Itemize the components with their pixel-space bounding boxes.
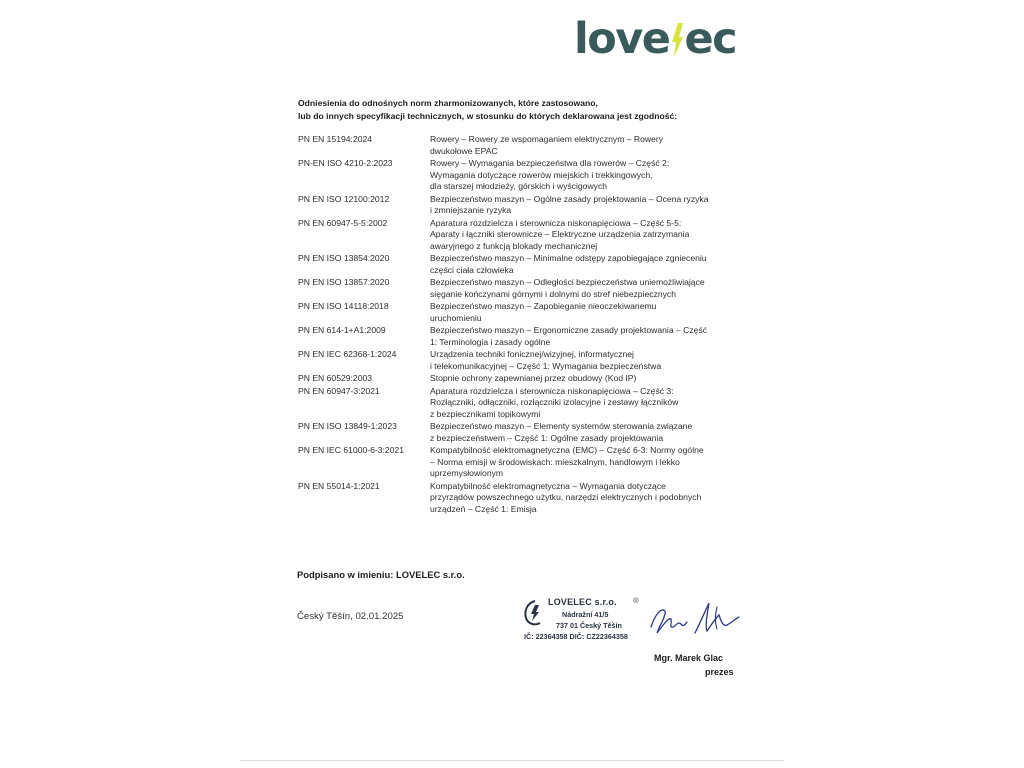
norm-description (430, 386, 748, 421)
norm-row (298, 481, 748, 516)
norm-description-line: Bezpieczeństwo maszyn – Minimalne odstępy zapobiegające zgnieceniu (430, 253, 707, 263)
logo-text-left: love (574, 14, 670, 64)
norm-description-line: Aparatura rozdzielcza i sterownicza niskonapięciowa – Część 5-5: (430, 217, 682, 228)
norms-table (298, 134, 748, 516)
intro-heading (298, 97, 758, 122)
norm-description-line: uruchomieniu (430, 312, 482, 323)
norm-description-line: Urządzenia techniki fonicznej/wizyjnej, informatycznej (430, 349, 634, 359)
logo-text-right: ec (684, 14, 737, 64)
norm-description-line: Rowery – Rowery ze wspomaganiem elektrycznym – Rowery (430, 134, 664, 144)
norm-description-line: Rozłączniki, odłączniki, rozłączniki izolacyjne i zestawy łączników (430, 397, 679, 407)
norm-row (298, 158, 748, 193)
norm-code: PN EN ISO 13854:2020 (298, 253, 390, 263)
norm-code: PN EN ISO 12100:2012 (298, 193, 390, 204)
norm-description (430, 158, 748, 193)
norm-description-line: dwukołowe EPAC (430, 145, 498, 156)
norm-row (298, 445, 748, 480)
signer-role: prezes (705, 667, 734, 677)
norm-description-line: Kompatybilność elektromagnetyczna – Wymagania dotyczące (430, 480, 666, 491)
norm-code: PN EN 60947-3:2021 (298, 385, 380, 396)
norm-description-line: uprzemysłowionym (430, 468, 504, 478)
norm-description-line: Bezpieczeństwo maszyn – Ogólne zasady projektowania – Ocena ryzyka (430, 193, 709, 204)
norm-description-line: awaryjnego z funkcją blokady mechanicznej (430, 240, 598, 251)
norm-code: PN EN 614-1+A1:2009 (298, 325, 386, 335)
signed-on-behalf: Podpisano w imieniu: LOVELEC s.r.o. (297, 569, 465, 580)
norm-description (430, 325, 748, 348)
norm-description-line: Aparaty i łączniki sterownicze – Elektryczne urządzenia zatrzymania (430, 229, 690, 239)
norm-code: PN EN 60947-5-5:2002 (298, 217, 388, 228)
handwritten-signature (645, 597, 745, 645)
norm-row (298, 421, 748, 444)
norm-row (298, 373, 748, 385)
norm-description (430, 277, 748, 300)
norm-description-line: – Norma emisji w środowiskach: mieszkalnym, handlowym i lekko (430, 456, 680, 467)
signer-name: Mgr. Marek Glac (654, 653, 724, 663)
norm-code: PN EN 55014-1:2021 (298, 480, 380, 491)
page-bottom-edge (240, 760, 784, 761)
stamp-tax-ids: IČ: 22364358 DIČ: CZ22364358 (524, 632, 628, 641)
norm-description-line: Stopnie ochrony zapewnianej przez obudowy (Kod IP) (430, 373, 637, 383)
stamp-company-name: LOVELEC s.r.o. (548, 597, 617, 607)
norm-description (430, 421, 748, 444)
norm-description-line: Kompatybilność elektromagnetyczna (EMC) – Część 6-3: Normy ogólne (430, 445, 704, 455)
norm-description-line: i telekomunikacyjnej – Część 1: Wymagania bezpieczeństwa (430, 360, 662, 371)
norm-description (430, 194, 748, 217)
norm-code: PN EN ISO 13857:2020 (298, 277, 390, 287)
norm-row (298, 134, 748, 157)
norm-description (430, 349, 748, 372)
norm-row (298, 194, 748, 217)
intro-line-1: Odniesienia do odnośnych norm zharmonizowanych, które zastosowano, (298, 98, 598, 108)
company-stamp (520, 595, 650, 643)
norm-code: PN EN 15194:2024 (298, 134, 373, 144)
norm-description (430, 253, 748, 276)
norm-description-line: Aparatura rozdzielcza i sterownicza niskonapięciowa – Część 3: (430, 385, 674, 396)
norm-row (298, 277, 748, 300)
norm-description (430, 481, 748, 516)
norm-description (430, 445, 748, 480)
norm-description (430, 134, 748, 157)
norm-description-line: sięganie kończynami górnymi i dolnymi do stref niebezpiecznych (430, 288, 676, 299)
norm-description (430, 373, 748, 385)
norm-description-line: Rowery – Wymagania bezpieczeństwa dla rowerów – Część 2: (430, 158, 670, 168)
stamp-registered-mark: ® (633, 596, 639, 605)
norm-description-line: urządzeń – Część 1: Emisja (430, 503, 537, 514)
stamp-street: Nádražní 41/5 (562, 610, 609, 619)
norm-description-line: Wymagania dotyczące rowerów miejskich i trekkingowych, (430, 169, 653, 180)
norm-description (430, 301, 748, 324)
norm-code: PN EN IEC 61000-6-3:2021 (298, 445, 405, 455)
lightning-bolt-icon (671, 23, 683, 57)
norm-row (298, 349, 748, 372)
norm-description-line: z bezpieczeństwem – Część 1: Ogólne zasady projektowania (430, 432, 664, 443)
norm-description-line: części ciała człowieka (430, 264, 514, 275)
norm-code: PN-EN ISO 4210-2:2023 (298, 158, 393, 168)
norm-code: PN EN ISO 14118:2018 (298, 301, 389, 311)
norm-code: PN EN IEC 62368-1:2024 (298, 349, 397, 359)
norm-description-line: dla starszej młodzieży, górskich i wyścigowych (430, 181, 608, 191)
norm-description-line: z bezpiecznikami topikowymi (430, 408, 541, 419)
norm-description-line: przyrządów powszechnego użytku, narzędzi elektrycznych i podobnych (430, 492, 702, 502)
norm-description-line: i zmniejszanie ryzyka (430, 205, 512, 215)
norm-description (430, 218, 748, 253)
norm-description-line: Bezpieczeństwo maszyn – Zapobieganie nieoczekiwanemu (430, 301, 657, 311)
norm-row (298, 218, 748, 253)
norm-row (298, 253, 748, 276)
norm-description-line: 1: Terminologia i zasady ogólne (430, 336, 551, 347)
norm-code: PN EN ISO 13849-1:2023 (298, 421, 397, 431)
norm-code: PN EN 60529:2003 (298, 373, 373, 383)
norm-row (298, 386, 748, 421)
norm-description-line: Bezpieczeństwo maszyn – Elementy systemów sterowania związane (430, 421, 693, 431)
place-and-date: Český Těšín, 02.01.2025 (297, 611, 404, 622)
norm-row (298, 325, 748, 348)
norm-description-line: Bezpieczeństwo maszyn – Ergonomiczne zasady projektowania – Część (430, 325, 708, 335)
intro-line-2: lub do innych specyfikacji technicznych, w stosunku do których deklarowana jest zgodność: (298, 110, 678, 121)
stamp-city: 737 01 Český Těšín (556, 621, 622, 630)
norm-row (298, 301, 748, 324)
stamp-logo-icon (523, 599, 545, 627)
norm-description-line: Bezpieczeństwo maszyn – Odległości bezpieczeństwa uniemożliwiające (430, 277, 705, 287)
lovelec-logo (574, 14, 737, 64)
